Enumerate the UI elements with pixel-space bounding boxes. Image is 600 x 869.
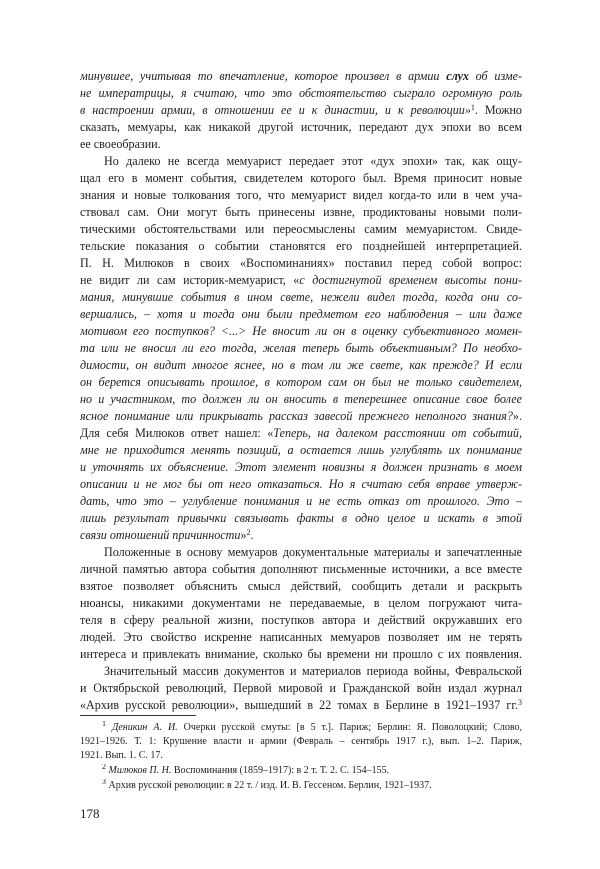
text-line: дать, что это – углубление понимания и не есть отказ от прошлого. Это – <box>80 494 522 508</box>
text-line: П. Н. Милюков в своих «Воспоминаниях» поставил перед собой вопрос: <box>80 256 522 270</box>
text-line: мне не приходится менять позиций, а остается лишь углублять их понимание <box>80 443 522 457</box>
text-line: не императрицы, я считаю, что это обстоятельство сыграло огромную роль <box>80 86 522 100</box>
footnote-line: $^2$ Милюков П. Н. Воспоминания (1859–1917): в 2 т. Т. 2. С. 154–155. <box>102 764 390 776</box>
text-line: Значительный массив документов и материалов периода войны, Февральской <box>104 664 522 678</box>
text-line: людей. Это свойство искренне написанных мемуаров позволяет им не терять <box>80 630 522 644</box>
text-line: ясное понимание или прикрывать рассказ завесой прежнего неполного знания?». <box>80 409 522 423</box>
page-number: 178 <box>80 806 100 821</box>
text-line: тическими обстоятельствами или переосмыслены самим мемуаристом. Свиде- <box>80 222 522 236</box>
text-line: взятое позволяет объяснить смысл действий, сообщить детали и раскрыть <box>80 579 522 593</box>
text-line: и Октябрьской революций, Первой мировой и Гражданской войн издал журнал <box>80 681 522 695</box>
text-line: сказать, мемуары, как никакой другой источник, передают дух эпохи во всем <box>80 120 522 134</box>
text-line: ствовал сам. Они могут быть принесены извне, продиктованы новыми поли- <box>80 205 522 219</box>
text-line: описании и не мог бы от него отказаться. Но я считаю себя вправе утверж- <box>80 477 522 491</box>
footnote-line: $^1$ Деникин А. И. Очерки русской смуты: [в 5 т.]. Париж; Берлин: Я. Поволоцкий; Слово, <box>102 721 522 733</box>
text-line: Для себя Милюков ответ нашел: «Теперь, на далеком расстоянии от событий, <box>80 426 522 440</box>
text-line: «Архив русской революции», вышедший в 22 томах в Берлине в 1921–1937 гг.$^3$ <box>80 698 522 712</box>
text-line: та или не вносил ли его тогда, желая теперь быть объективным? По необхо- <box>80 341 522 355</box>
text-line: тельские показания о событии становятся его позднейшей интерпретацией. <box>80 239 522 253</box>
text-line: в настроении армии, в отношении ее и к династии, и к революции»$^1$. Можно <box>80 103 522 117</box>
text-line: и уточнять их объяснение. Этот элемент новизны я должен признать в моем <box>80 460 522 474</box>
text-line: не видит ли сам историк-мемуарист, «с достигнутой временем высоты пони- <box>80 273 522 287</box>
footnote-separator <box>80 715 196 716</box>
text-line: Положенные в основу мемуаров документальные материалы и запечатленные <box>104 545 522 559</box>
text-line: личной памятью автора события дополняют письменные источники, а все вместе <box>80 562 522 576</box>
text-line: щал его в момент события, свидетелем которого был. Время приносит новые <box>80 171 522 185</box>
text-line: связи отношений причинности»$^2$. <box>80 528 254 542</box>
text-line: ее своеобразии. <box>80 137 161 151</box>
text-line: мотивом его поступков? <...> Не вносит ли он в оценку субъективного момен- <box>80 324 522 338</box>
text-line: лишь результат привычки связывать факты в одно целое и искать в этой <box>80 511 522 525</box>
text-line: интереса и привлекать внимание, сколько бы времени ни прошло с их появления. <box>80 647 522 661</box>
text-line: он берется описывать прошлое, в котором сам он был не только свидетелем, <box>80 375 522 389</box>
footnote-line: 1921. Вып. 1. С. 17. <box>80 750 163 761</box>
text-line: вершались, – хотя и тогда они были предметом его наблюдения – или даже <box>80 307 522 321</box>
text-line: знания и новые толкования того, что мемуарист видел когда-то или в чем уча- <box>80 188 522 202</box>
footnote-line: $^3$ Архив русской революции: в 22 т. / изд. И. В. Гессеном. Берлин, 1921–1937. <box>102 779 432 791</box>
text-line: но и участником, то должен ли он вносить в теперешнее описание свое более <box>80 392 522 406</box>
text-line: теля в сферу реальной жизни, поступков автора и действий окружавших его <box>80 613 522 627</box>
text-line: Но далеко не всегда мемуарист передает этот «дух эпохи» так, как ощу- <box>104 154 522 168</box>
text-line: минувшее, учитывая то впечатление, которое произвел в армии слух об изме- <box>80 69 522 83</box>
text-line: димости, он видит многое яснее, но в том ли же свете, как прежде? И если <box>80 358 522 372</box>
text-line: мания, минувшие события в ином свете, нежели видел тогда, когда они со- <box>80 290 522 304</box>
footnote-line: 1921–1926. Т. 1: Крушение власти и армии (Февраль – сентябрь 1917 г.), вып. 1–2. Париж, <box>80 736 522 747</box>
text-line: нюансы, никакими документами не передаваемые, в целом погружают чита- <box>80 596 522 610</box>
